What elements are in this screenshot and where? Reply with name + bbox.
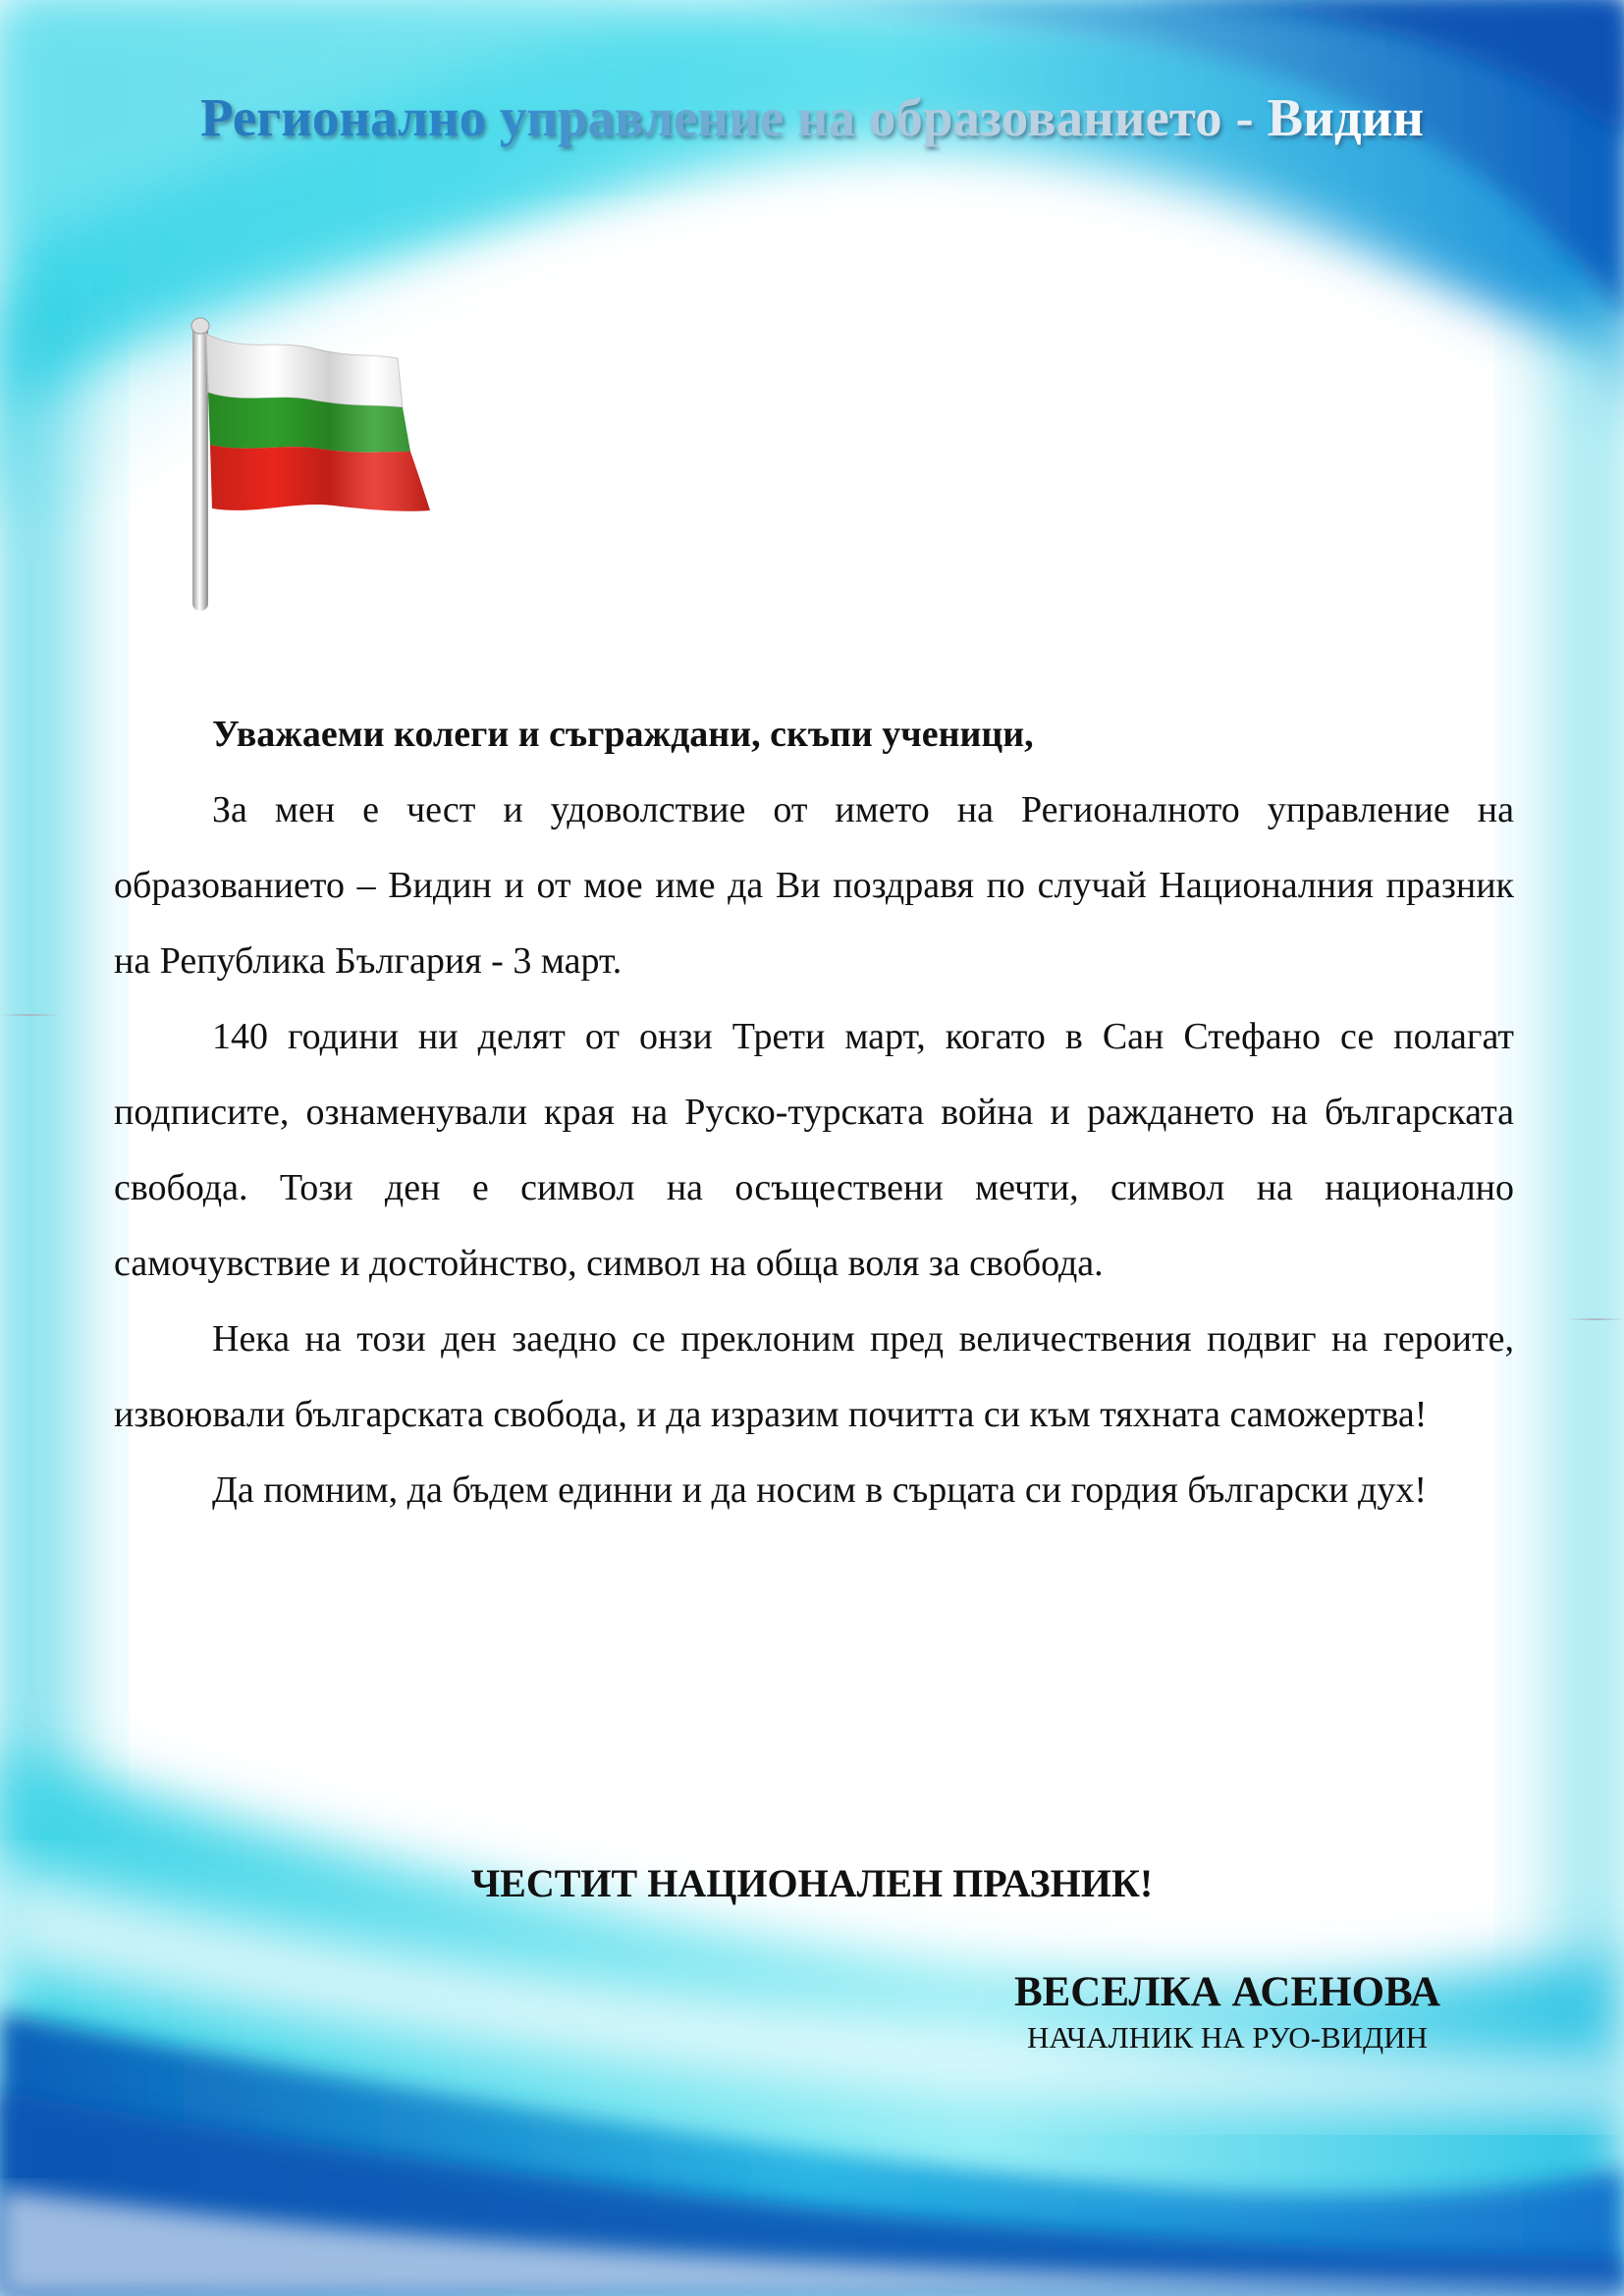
edge-artifact-left: [0, 1014, 61, 1016]
bulgarian-flag-icon: [187, 314, 471, 614]
paragraph-4: Да помним, да бъдем единни и да носим в сърцата си гордия български дух!: [212, 1469, 1427, 1511]
letter-body: [114, 697, 1514, 1528]
signatory-role: НАЧАЛНИК НА РУО-ВИДИН: [1027, 2020, 1428, 2055]
paragraph-3: Нека на този ден заедно се преклоним пред величествения подвиг на героите, извоювали българската свобода, и да изразим почитта си към тяхната саможертва!: [114, 1318, 1514, 1435]
signatory-name: ВЕСЕЛКА АСЕНОВА: [1013, 1969, 1441, 2015]
salutation: Уважаеми колеги и съграждани, скъпи ученици,: [212, 714, 1034, 755]
paragraph-2: 140 години ни делят от онзи Трети март, когато в Сан Стефано се полагат подписите, ознаменували края на Руско-турската война и раждането на българската свобода. Този ден е символ на осъществени мечти, символ на национално самочувствие и достойнство, символ на обща воля за свобода.: [114, 1016, 1514, 1284]
closing-greeting: ЧЕСТИТ НАЦИОНАЛЕН ПРАЗНИК!: [470, 1861, 1154, 1905]
paragraph-1: За мен е чест и удоволствие от името на Регионалното управление на образованието – Видин и от мое име да Ви поздравя по случай Националния празник на Република България - 3 март.: [114, 789, 1514, 982]
page-title: Регионално управление на образованието - Видин: [0, 86, 1624, 148]
edge-artifact-right: [1567, 1318, 1624, 1320]
